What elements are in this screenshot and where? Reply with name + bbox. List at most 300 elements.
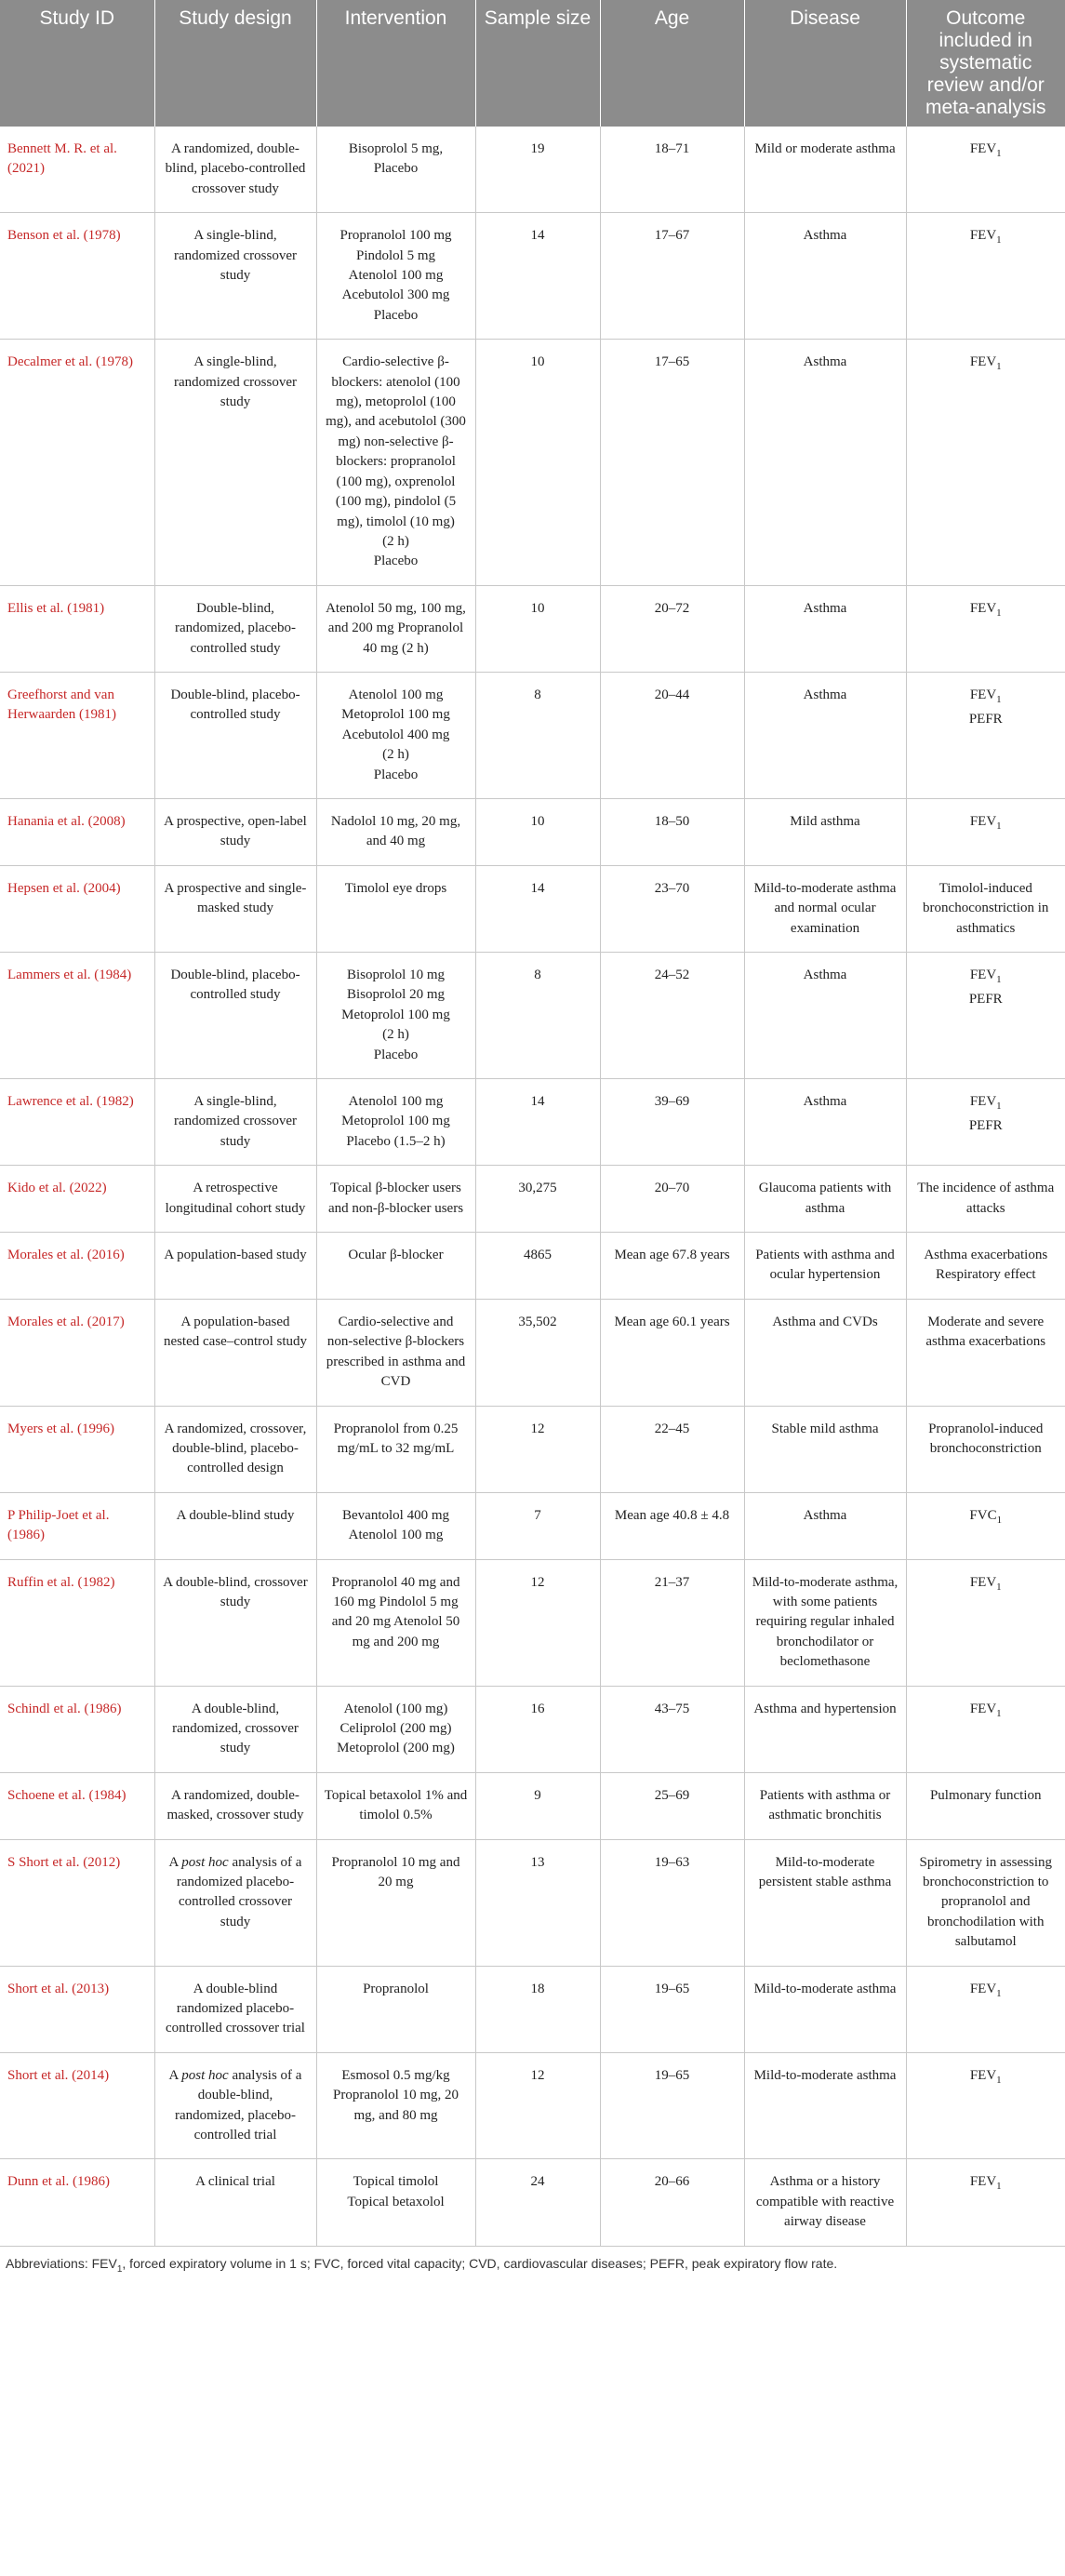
sample-size-cell-text: 4865	[524, 1248, 552, 1263]
age-cell	[600, 1559, 744, 1686]
age-cell-text: 25–69	[654, 1787, 690, 1803]
outcome-cell	[906, 340, 1065, 585]
col-header-disease: Disease	[744, 0, 906, 127]
age-cell	[600, 1406, 744, 1492]
intervention-cell-text: Nadolol 10 mg, 20 mg, and 40 mg	[330, 813, 461, 849]
disease-cell-text: Asthma	[803, 968, 847, 982]
table-row	[0, 340, 1065, 585]
intervention-cell-text: Bevantolol 400 mg Atenolol 100 mg	[342, 1507, 449, 1543]
disease-cell-text: Asthma	[803, 1094, 847, 1110]
sample-size-cell-text: 12	[530, 1421, 545, 1436]
study-id-cell[interactable]	[0, 213, 154, 340]
sample-size-cell-text: 30,275	[518, 1181, 557, 1196]
age-cell	[600, 1966, 744, 2052]
study-id-cell-text[interactable]: Schindl et al. (1986)	[7, 1701, 122, 1716]
table-row	[0, 585, 1065, 672]
sample-size-cell-text: 16	[530, 1701, 545, 1716]
age-cell	[600, 340, 744, 585]
age-cell-text: 21–37	[654, 1574, 690, 1590]
outcome-cell	[906, 127, 1065, 213]
intervention-cell	[316, 1166, 475, 1233]
study-design-cell-text: A randomized, double-masked, crossover study	[166, 1787, 304, 1823]
table-row	[0, 1079, 1065, 1166]
outcome-cell	[906, 1966, 1065, 2052]
sample-size-cell-text: 10	[530, 600, 545, 616]
age-cell	[600, 1492, 744, 1559]
sample-size-cell	[475, 2052, 600, 2159]
study-id-cell[interactable]	[0, 1966, 154, 2052]
disease-cell	[744, 1233, 906, 1300]
disease-cell-text: Asthma or a history compatible with reactive airway disease	[755, 2174, 895, 2230]
study-design-cell-text: A post hoc analysis of a double-blind, randomized, placebo-controlled trial	[168, 2067, 302, 2143]
study-design-cell-text: A population-based nested case–control study	[163, 1314, 308, 1350]
study-design-cell	[154, 672, 316, 798]
study-id-cell[interactable]	[0, 1166, 154, 1233]
disease-cell	[744, 672, 906, 798]
disease-cell	[744, 1079, 906, 1166]
study-id-cell[interactable]	[0, 340, 154, 585]
study-id-cell[interactable]	[0, 2159, 154, 2246]
outcome-cell-text: $FEV_1$ PEFR	[968, 687, 1003, 727]
outcome-cell	[906, 585, 1065, 672]
intervention-cell	[316, 2052, 475, 2159]
intervention-cell	[316, 1079, 475, 1166]
study-design-cell	[154, 798, 316, 865]
sample-size-cell	[475, 340, 600, 585]
sample-size-cell	[475, 1966, 600, 2052]
table-row	[0, 1966, 1065, 2052]
study-id-cell-text[interactable]: Ellis et al. (1981)	[7, 600, 105, 616]
intervention-cell-text: Propranolol 10 mg and 20 mg	[331, 1854, 460, 1889]
age-cell-text: 43–75	[654, 1701, 690, 1716]
col-header-outcome: Outcome included in systematic review and/or meta-analysis	[906, 0, 1065, 127]
study-design-cell-text: Double-blind, placebo-controlled study	[170, 968, 300, 1003]
age-cell-text: 20–70	[654, 1181, 690, 1196]
study-id-cell-text[interactable]: Dunn et al. (1986)	[7, 2174, 110, 2190]
sample-size-cell	[475, 2159, 600, 2246]
study-design-cell	[154, 1166, 316, 1233]
study-design-cell-text: A prospective, open-label study	[164, 813, 307, 849]
outcome-cell	[906, 213, 1065, 340]
study-design-cell-text: Double-blind, randomized, placebo-controlled study	[175, 600, 296, 656]
study-design-cell	[154, 1966, 316, 2052]
disease-cell-text: Mild or moderate asthma	[754, 141, 896, 156]
study-id-cell[interactable]	[0, 953, 154, 1079]
intervention-cell	[316, 1772, 475, 1839]
study-design-cell	[154, 953, 316, 1079]
study-design-cell	[154, 1079, 316, 1166]
sample-size-cell-text: 14	[530, 880, 545, 896]
study-id-cell-text[interactable]: Decalmer et al. (1978)	[7, 354, 133, 370]
study-id-cell[interactable]	[0, 865, 154, 952]
sample-size-cell	[475, 585, 600, 672]
age-cell-text: 19–63	[654, 1854, 690, 1870]
outcome-cell-text: Propranolol-induced bronchoconstriction	[928, 1421, 1044, 1456]
intervention-cell-text: Propranolol	[363, 1981, 429, 1996]
outcome-cell	[906, 1079, 1065, 1166]
outcome-cell-text: Timolol-induced bronchoconstriction in asthmatics	[923, 880, 1049, 936]
study-id-cell-text[interactable]: Bennett M. R. et al. (2021)	[7, 141, 117, 177]
col-header-study-design: Study design	[154, 0, 316, 127]
sample-size-cell	[475, 1492, 600, 1559]
outcome-cell	[906, 1686, 1065, 1772]
study-id-cell[interactable]	[0, 1686, 154, 1772]
study-design-cell	[154, 1772, 316, 1839]
disease-cell-text: Mild-to-moderate asthma	[753, 2067, 897, 2083]
table-row	[0, 1492, 1065, 1559]
intervention-cell	[316, 798, 475, 865]
outcome-cell	[906, 1839, 1065, 1966]
outcome-cell-text: $FEV_1$	[969, 1574, 1002, 1593]
sample-size-cell-text: 8	[534, 687, 541, 702]
disease-cell-text: Mild-to-moderate asthma	[753, 1981, 897, 1996]
study-id-cell[interactable]	[0, 1839, 154, 1966]
sample-size-cell	[475, 127, 600, 213]
intervention-cell-text: Topical betaxolol 1% and timolol 0.5%	[324, 1787, 468, 1823]
study-id-cell-text[interactable]: Benson et al. (1978)	[7, 228, 121, 244]
sample-size-cell-text: 9	[534, 1787, 541, 1803]
study-design-cell	[154, 1686, 316, 1772]
disease-cell-text: Mild asthma	[790, 813, 860, 829]
study-design-cell-text: A double-blind study	[176, 1507, 295, 1523]
intervention-cell	[316, 1559, 475, 1686]
age-cell	[600, 1166, 744, 1233]
study-id-cell[interactable]	[0, 672, 154, 798]
outcome-cell	[906, 798, 1065, 865]
table-row	[0, 1686, 1065, 1772]
outcome-cell	[906, 1233, 1065, 1300]
study-id-cell[interactable]	[0, 127, 154, 213]
sample-size-cell	[475, 798, 600, 865]
study-id-cell-text[interactable]: Schoene et al. (1984)	[7, 1787, 126, 1803]
study-design-cell	[154, 1299, 316, 1406]
age-cell-text: Mean age 40.8 ± 4.8	[614, 1507, 730, 1523]
study-design-cell	[154, 585, 316, 672]
outcome-cell-text: $FEV_1$	[969, 813, 1002, 832]
disease-cell	[744, 1559, 906, 1686]
intervention-cell-text: Timolol eye drops	[344, 880, 447, 896]
disease-cell	[744, 585, 906, 672]
disease-cell	[744, 2159, 906, 2246]
study-design-cell-text: A retrospective longitudinal cohort study	[165, 1181, 306, 1216]
sample-size-cell	[475, 1559, 600, 1686]
disease-cell	[744, 1839, 906, 1966]
outcome-cell-text: Pulmonary function	[929, 1787, 1042, 1803]
age-cell	[600, 672, 744, 798]
age-cell	[600, 1686, 744, 1772]
age-cell	[600, 1079, 744, 1166]
sample-size-cell	[475, 672, 600, 798]
intervention-cell-text: Bisoprolol 5 mg, Placebo	[348, 141, 444, 177]
age-cell	[600, 865, 744, 952]
age-cell-text: 19–65	[654, 1981, 690, 1996]
age-cell-text: 22–45	[654, 1421, 690, 1436]
table-body	[0, 127, 1065, 2246]
study-design-cell	[154, 213, 316, 340]
intervention-cell	[316, 1299, 475, 1406]
sample-size-cell-text: 13	[530, 1854, 545, 1870]
col-header-study-id: Study ID	[0, 0, 154, 127]
study-design-cell	[154, 2052, 316, 2159]
study-id-cell-text[interactable]: Short et al. (2014)	[7, 2067, 110, 2083]
disease-cell	[744, 127, 906, 213]
age-cell-text: 24–52	[654, 968, 690, 982]
study-id-cell[interactable]	[0, 2052, 154, 2159]
age-cell	[600, 798, 744, 865]
intervention-cell	[316, 865, 475, 952]
study-id-cell-text[interactable]: Morales et al. (2017)	[7, 1314, 125, 1329]
intervention-cell-text: Ocular β-blocker	[348, 1248, 444, 1263]
table-row	[0, 127, 1065, 213]
study-id-cell[interactable]	[0, 1079, 154, 1166]
age-cell-text: Mean age 60.1 years	[614, 1314, 730, 1329]
study-id-cell[interactable]	[0, 1772, 154, 1839]
intervention-cell-text: Cardio-selective β-blockers: atenolol (100 mg), metoprolol (100 mg), and acebutolol (300 mg) non-selective β-blockers: propranolol (100 mg), oxprenolol (100 mg), pindolol (5 mg), timolol (10 mg) (2 h) Placebo	[326, 354, 466, 569]
disease-cell	[744, 1406, 906, 1492]
study-design-cell-text: Double-blind, placebo-controlled study	[170, 687, 300, 723]
study-id-cell-text[interactable]: S Short et al. (2012)	[7, 1854, 121, 1870]
outcome-cell-text: $FEV_1$ PEFR	[968, 1094, 1003, 1134]
intervention-cell	[316, 1492, 475, 1559]
disease-cell-text: Asthma	[803, 600, 847, 616]
disease-cell	[744, 1772, 906, 1839]
footnote-text: Abbreviations: $FEV_1$, forced expiratory volume in 1 s; FVC, forced vital capacity; CVD, cardiovascular diseases; PEFR, peak expiratory flow rate.	[6, 2255, 838, 2275]
col-header-sample-size: Sample size	[475, 0, 600, 127]
study-design-cell	[154, 1559, 316, 1686]
table-row	[0, 1406, 1065, 1492]
table-row	[0, 1839, 1065, 1966]
sample-size-cell-text: 10	[530, 813, 545, 829]
disease-cell-text: Asthma	[803, 1507, 847, 1523]
study-design-cell	[154, 1406, 316, 1492]
study-design-cell-text: A prospective and single-masked study	[164, 880, 307, 916]
outcome-cell-text: $FEV_1$	[969, 600, 1002, 619]
study-id-cell-text[interactable]: Kido et al. (2022)	[7, 1181, 107, 1196]
study-id-cell-text[interactable]: Myers et al. (1996)	[7, 1421, 114, 1436]
study-id-cell-text[interactable]: Hepsen et al. (2004)	[7, 880, 121, 896]
outcome-cell-text: $FEV_1$	[969, 2067, 1002, 2086]
outcome-cell-text: $FEV_1$	[969, 1981, 1002, 1999]
disease-cell-text: Mild-to-moderate persistent stable asthma	[758, 1854, 892, 1889]
sample-size-cell	[475, 1299, 600, 1406]
sample-size-cell-text: 12	[530, 1574, 545, 1590]
disease-cell	[744, 1966, 906, 2052]
study-design-cell-text: A single-blind, randomized crossover study	[173, 228, 298, 284]
study-id-cell[interactable]	[0, 1299, 154, 1406]
disease-cell-text: Mild-to-moderate asthma and normal ocular examination	[753, 880, 897, 936]
disease-cell	[744, 1492, 906, 1559]
outcome-cell	[906, 865, 1065, 952]
study-design-cell-text: A double-blind randomized placebo-controlled crossover trial	[166, 1981, 305, 2036]
intervention-cell	[316, 2159, 475, 2246]
study-id-cell-text[interactable]: P Philip-Joet et al. (1986)	[7, 1507, 110, 1543]
study-design-cell-text: A double-blind, crossover study	[163, 1574, 308, 1609]
study-design-cell	[154, 1233, 316, 1300]
sample-size-cell	[475, 1166, 600, 1233]
disease-cell-text: Stable mild asthma	[771, 1421, 879, 1436]
study-design-cell-text: A single-blind, randomized crossover study	[173, 354, 298, 410]
study-design-cell	[154, 127, 316, 213]
study-id-cell-text[interactable]: Greefhorst and van Herwaarden (1981)	[7, 687, 117, 723]
intervention-cell	[316, 1233, 475, 1300]
disease-cell-text: Patients with asthma and ocular hypertension	[755, 1248, 895, 1283]
sample-size-cell	[475, 1406, 600, 1492]
disease-cell-text: Asthma and hypertension	[753, 1701, 897, 1716]
outcome-cell-text: $FEV_1$	[969, 354, 1002, 373]
age-cell	[600, 585, 744, 672]
intervention-cell	[316, 127, 475, 213]
intervention-cell	[316, 1839, 475, 1966]
intervention-cell	[316, 953, 475, 1079]
study-id-cell-text[interactable]: Morales et al. (2016)	[7, 1248, 125, 1263]
study-id-cell[interactable]	[0, 1233, 154, 1300]
disease-cell-text: Patients with asthma or asthmatic bronchitis	[759, 1787, 891, 1823]
study-design-cell-text: A clinical trial	[195, 2174, 275, 2190]
disease-cell	[744, 1299, 906, 1406]
disease-cell-text: Asthma	[803, 228, 847, 244]
age-cell	[600, 213, 744, 340]
study-id-cell-text[interactable]: Ruffin et al. (1982)	[7, 1574, 115, 1590]
study-id-cell-text[interactable]: Short et al. (2013)	[7, 1981, 110, 1996]
disease-cell-text: Asthma	[803, 354, 847, 370]
study-design-cell-text: A randomized, double-blind, placebo-controlled crossover study	[165, 141, 306, 196]
outcome-cell	[906, 953, 1065, 1079]
age-cell	[600, 1233, 744, 1300]
intervention-cell-text: Bisoprolol 10 mg Bisoprolol 20 mg Metoprolol 100 mg (2 h) Placebo	[341, 968, 450, 1062]
age-cell	[600, 2159, 744, 2246]
table-row	[0, 1166, 1065, 1233]
study-id-cell[interactable]	[0, 585, 154, 672]
sample-size-cell-text: 24	[530, 2174, 545, 2190]
sample-size-cell	[475, 1839, 600, 1966]
study-design-cell-text: A post hoc analysis of a randomized placebo-controlled crossover study	[168, 1854, 302, 1929]
study-design-cell-text: A population-based study	[164, 1248, 307, 1263]
outcome-cell-text: The incidence of asthma attacks	[917, 1181, 1055, 1216]
outcome-cell-text: $FEV_1$	[969, 141, 1002, 159]
study-id-cell[interactable]	[0, 1492, 154, 1559]
sample-size-cell-text: 18	[530, 1981, 545, 1996]
study-design-cell	[154, 1492, 316, 1559]
age-cell	[600, 2052, 744, 2159]
intervention-cell-text: Propranolol 40 mg and 160 mg Pindolol 5 mg and 20 mg Atenolol 50 mg and 200 mg	[331, 1574, 460, 1649]
intervention-cell-text: Propranolol from 0.25 mg/mL to 32 mg/mL	[333, 1421, 459, 1456]
outcome-cell	[906, 672, 1065, 798]
col-header-intervention: Intervention	[316, 0, 475, 127]
outcome-cell-text: $FVC_1$	[969, 1507, 1003, 1526]
age-cell-text: 20–72	[654, 600, 690, 616]
disease-cell-text: Asthma	[803, 687, 847, 702]
sample-size-cell-text: 12	[530, 2067, 545, 2083]
header-row	[0, 0, 1065, 127]
intervention-cell-text: Topical timolol Topical betaxolol	[347, 2174, 445, 2209]
sample-size-cell-text: 35,502	[518, 1314, 557, 1329]
disease-cell	[744, 340, 906, 585]
sample-size-cell-text: 14	[530, 1094, 545, 1110]
intervention-cell	[316, 213, 475, 340]
outcome-cell	[906, 1559, 1065, 1686]
intervention-cell	[316, 1966, 475, 2052]
age-cell	[600, 1772, 744, 1839]
disease-cell-text: Mild-to-moderate asthma, with some patients requiring regular inhaled bronchodilator or beclomethasone	[752, 1574, 899, 1670]
disease-cell-text: Glaucoma patients with asthma	[758, 1181, 892, 1216]
study-design-cell-text: A single-blind, randomized crossover study	[173, 1094, 298, 1149]
intervention-cell	[316, 672, 475, 798]
outcome-cell-text: $FEV_1$	[969, 1701, 1002, 1719]
intervention-cell-text: Topical β-blocker users and non-β-blocker users	[327, 1181, 464, 1216]
study-id-cell-text[interactable]: Lawrence et al. (1982)	[7, 1094, 134, 1110]
intervention-cell	[316, 340, 475, 585]
table-row	[0, 953, 1065, 1079]
sample-size-cell	[475, 1686, 600, 1772]
age-cell-text: 17–67	[654, 228, 690, 244]
age-cell	[600, 127, 744, 213]
age-cell-text: 39–69	[654, 1094, 690, 1110]
outcome-cell	[906, 1406, 1065, 1492]
table-row	[0, 1233, 1065, 1300]
outcome-cell	[906, 1166, 1065, 1233]
sample-size-cell	[475, 1772, 600, 1839]
disease-cell	[744, 2052, 906, 2159]
study-design-cell	[154, 340, 316, 585]
age-cell-text: 20–44	[654, 687, 690, 702]
table-row	[0, 2052, 1065, 2159]
outcome-cell	[906, 2052, 1065, 2159]
outcome-cell-text: Moderate and severe asthma exacerbations	[925, 1314, 1046, 1350]
intervention-cell-text: Atenolol 100 mg Metoprolol 100 mg Placebo (1.5–2 h)	[341, 1094, 450, 1149]
table-row	[0, 2159, 1065, 2246]
table-row	[0, 1772, 1065, 1839]
age-cell	[600, 953, 744, 1079]
disease-cell	[744, 1166, 906, 1233]
sample-size-cell-text: 7	[534, 1507, 541, 1523]
intervention-cell-text: Esmosol 0.5 mg/kg Propranolol 10 mg, 20 mg, and 80 mg	[333, 2067, 459, 2123]
age-cell-text: Mean age 67.8 years	[614, 1248, 730, 1263]
footnote	[0, 2247, 1065, 2284]
study-design-cell	[154, 2159, 316, 2246]
table-row	[0, 672, 1065, 798]
disease-cell-text: Asthma and CVDs	[772, 1314, 878, 1329]
study-id-cell-text[interactable]: Hanania et al. (2008)	[7, 813, 126, 829]
table-row	[0, 213, 1065, 340]
intervention-cell	[316, 1686, 475, 1772]
table-row	[0, 798, 1065, 865]
age-cell-text: 20–66	[654, 2174, 690, 2190]
study-design-cell	[154, 1839, 316, 1966]
sample-size-cell	[475, 213, 600, 340]
age-cell-text: 19–65	[654, 2067, 690, 2083]
sample-size-cell	[475, 1079, 600, 1166]
table-row	[0, 1559, 1065, 1686]
intervention-cell-text: Atenolol 100 mg Metoprolol 100 mg Acebutolol 400 mg (2 h) Placebo	[341, 687, 450, 782]
sample-size-cell-text: 14	[530, 228, 545, 244]
sample-size-cell	[475, 1233, 600, 1300]
age-cell-text: 23–70	[654, 880, 690, 896]
disease-cell	[744, 865, 906, 952]
sample-size-cell	[475, 953, 600, 1079]
age-cell-text: 18–50	[654, 813, 690, 829]
study-id-cell[interactable]	[0, 798, 154, 865]
study-id-cell[interactable]	[0, 1559, 154, 1686]
outcome-cell	[906, 1299, 1065, 1406]
intervention-cell-text: Atenolol 50 mg, 100 mg, and 200 mg Propranolol 40 mg (2 h)	[326, 600, 466, 656]
sample-size-cell-text: 8	[534, 968, 541, 982]
study-id-cell-text[interactable]: Lammers et al. (1984)	[7, 968, 132, 982]
disease-cell	[744, 1686, 906, 1772]
study-id-cell[interactable]	[0, 1406, 154, 1492]
intervention-cell-text: Propranolol 100 mg Pindolol 5 mg Atenolol 100 mg Acebutolol 300 mg Placebo	[339, 228, 452, 323]
sample-size-cell-text: 10	[530, 354, 545, 370]
intervention-cell	[316, 585, 475, 672]
